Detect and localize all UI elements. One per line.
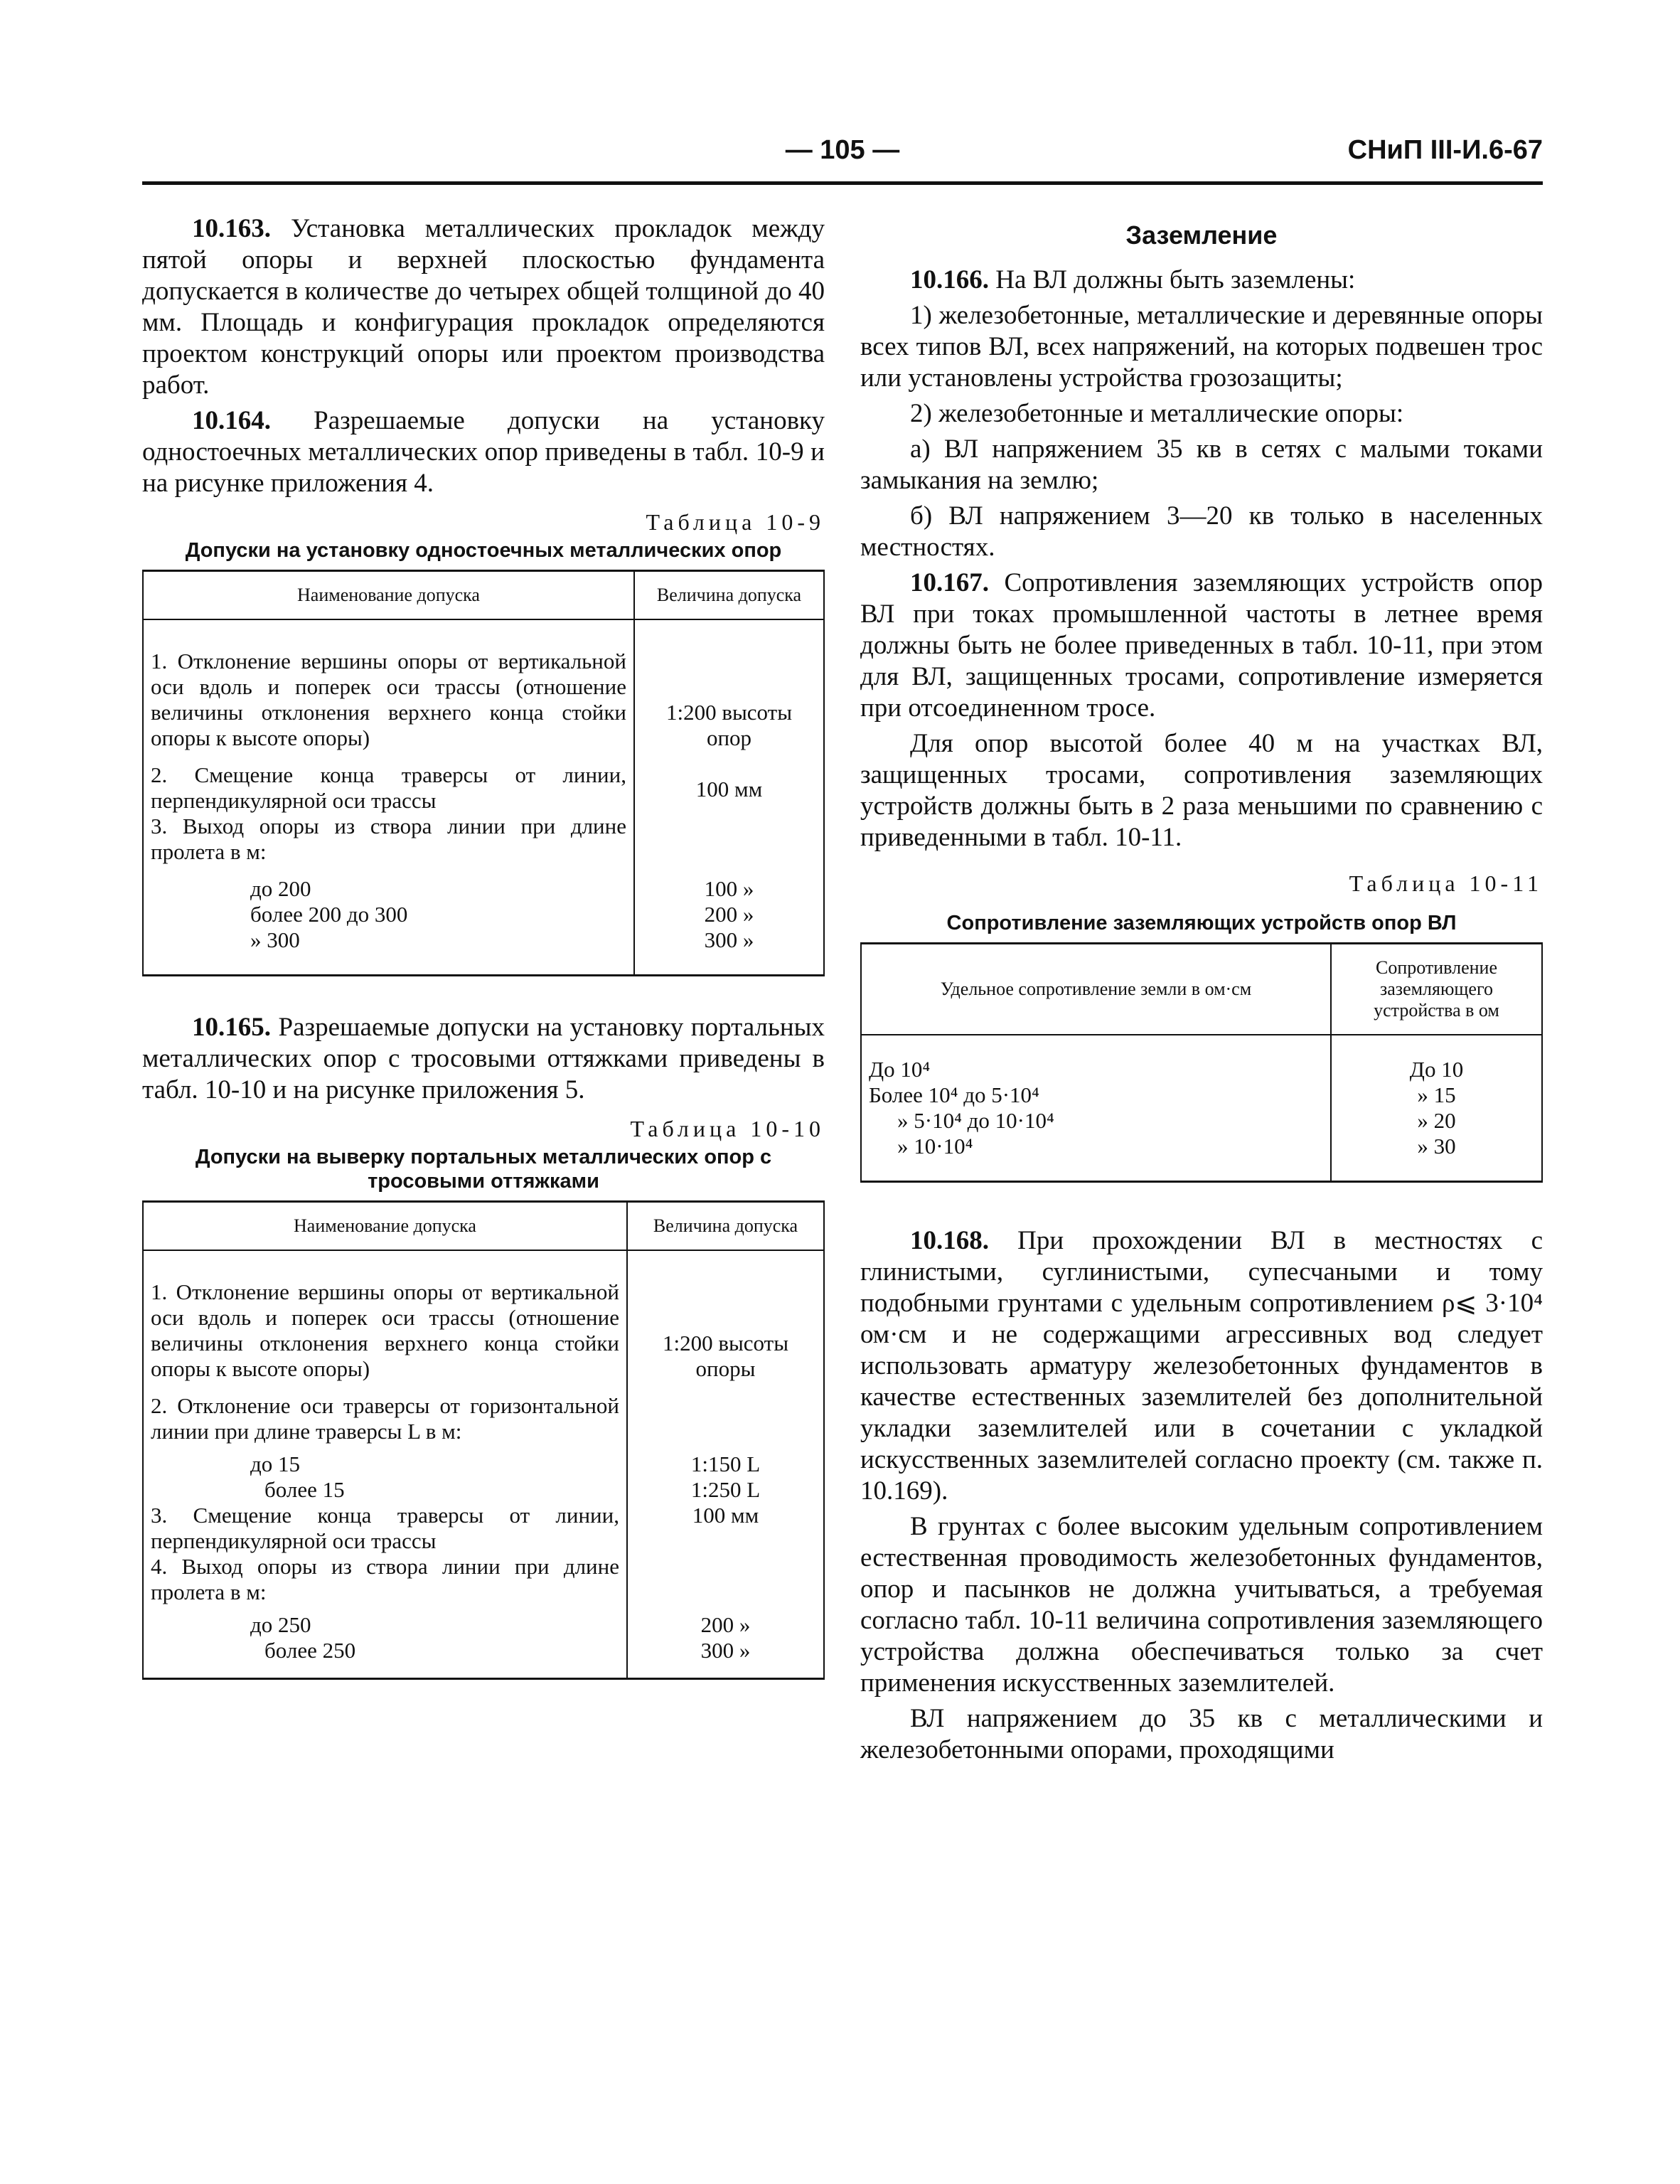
page-number: — 105 — <box>785 135 900 165</box>
column-header: Наименование допуска <box>144 1203 627 1250</box>
paragraph-10-168-continued: ВЛ напряжением до 35 кв с металлическими и железобетонными опорами, проходящими <box>860 1704 1543 1764</box>
table-row <box>144 1503 823 1554</box>
row-value: 1:200 высоты опоры <box>662 1331 789 1381</box>
table-row <box>144 1279 823 1382</box>
list-item: а) ВЛ напряжением 35 кв в сетях с малыми токами замыкания на землю; <box>860 435 1543 495</box>
clause-number: 10.166. <box>910 265 989 294</box>
paragraph-10-163 <box>142 213 825 401</box>
row-label: 2. Смещение конца траверсы от линии, перпендикулярной оси трассы <box>144 751 634 814</box>
table-row <box>144 649 823 751</box>
table-10-9 <box>142 570 825 976</box>
row-value: » 20 <box>1417 1108 1456 1133</box>
clause-number: 10.163. <box>192 214 271 243</box>
table-row <box>862 1108 1541 1134</box>
row-value: 1:200 высоты опор <box>665 700 793 750</box>
table-10-9-title: Допуски на установку одностоечных металлических опор <box>185 539 782 562</box>
table-row <box>862 1134 1541 1181</box>
row-value: До 10 <box>1409 1057 1464 1082</box>
list-item: 1) железобетонные, металлические и деревянные опоры всех типов ВЛ, всех напряжений, на которых подвешен трос или установлены устройства грозозащиты; <box>860 301 1543 393</box>
column-header: Величина допуска <box>627 1203 823 1250</box>
row-value: 100 мм <box>695 777 763 801</box>
row-label: 1. Отклонение вершины опоры от вертикальной оси вдоль и поперек оси трассы (отношение величины отклонения верхнего конца стойки опоры к высоте опоры) <box>144 649 634 751</box>
table-row <box>144 1554 823 1605</box>
table-10-9-label: Таблица 10-9 <box>646 509 825 535</box>
row-label: 3. Смещение конца траверсы от линии, перпендикулярной оси трассы <box>144 1503 627 1554</box>
row-label: До 10⁴ <box>862 1035 1331 1082</box>
clause-text: На ВЛ должны быть заземлены: <box>995 265 1356 294</box>
row-label: до 15 <box>144 1444 627 1477</box>
table-row <box>144 927 823 974</box>
row-value: 200 » <box>704 902 754 927</box>
clause-text: Установка металлических прокладок между пятой опоры и верхней плоскостью фундамента допускается в количестве до четырех общей толщиной до 40 мм. Площадь и конфигурация прокладок определяются проектом конструкций опоры или проектом производства работ. <box>142 214 825 400</box>
table-10-10-label: Таблица 10-10 <box>630 1116 825 1141</box>
row-value: » 15 <box>1417 1082 1456 1107</box>
table-row <box>144 1638 823 1678</box>
table-row <box>144 902 823 927</box>
table-row <box>144 1444 823 1477</box>
clause-number: 10.165. <box>192 1013 271 1042</box>
column-header: Сопротивление заземляющего устройства в ом <box>1331 944 1541 1035</box>
header-rule <box>142 181 1543 185</box>
table-row <box>144 1382 823 1444</box>
row-label: более 15 <box>144 1477 627 1503</box>
table-row <box>144 814 823 865</box>
table-10-11-title: Сопротивление заземляющих устройств опор ВЛ <box>946 912 1457 934</box>
table-row <box>144 1605 823 1638</box>
row-value: 1:250 L <box>690 1477 761 1502</box>
table-10-10 <box>142 1200 825 1680</box>
clause-number: 10.168. <box>910 1226 989 1255</box>
left-column <box>142 213 825 1680</box>
row-value: 200 » <box>700 1612 751 1637</box>
row-label: 1. Отклонение вершины опоры от вертикальной оси вдоль и поперек оси трассы (отношение величины отклонения верхнего конца стойки опоры к высоте опоры) <box>144 1279 627 1382</box>
clause-number: 10.164. <box>192 406 271 435</box>
paragraph-10-168 <box>860 1225 1543 1507</box>
column-header: Величина допуска <box>634 572 823 619</box>
table-row <box>144 865 823 902</box>
row-label: » 10·10⁴ <box>862 1134 1331 1181</box>
row-value: 300 » <box>704 927 754 952</box>
column-header: Наименование допуска <box>144 572 634 619</box>
row-label: до 250 <box>144 1605 627 1638</box>
clause-text: Сопротивления заземляющих устройств опор ВЛ при токах промышленной частоты в летнее время должны быть не более приведенных в табл. 10-11, при этом для ВЛ, защищенных тросами, сопротивление измеряется при отсоединенном тросе. <box>860 568 1543 723</box>
table-row <box>862 1082 1541 1108</box>
table-row <box>144 751 823 814</box>
table-10-10-title: Допуски на выверку портальных металлических опор с тросовыми оттяжками <box>195 1146 772 1193</box>
list-item: 2) железобетонные и металлические опоры: <box>910 399 1404 428</box>
row-label: Более 10⁴ до 5·10⁴ <box>862 1082 1331 1108</box>
paragraph-10-165 <box>142 1012 825 1106</box>
column-header: Удельное сопротивление земли в ом·см <box>862 944 1331 1035</box>
paragraph-10-168-continued: В грунтах с более высоким удельным сопротивлением естественная проводимость железобетонных фундаментов, опор и пасынков не должна учитываться, а требуемая согласно табл. 10-11 величина сопротивления заземляющего устройства должна обеспечиваться только за счет применения искусственных заземлителей. <box>860 1512 1543 1698</box>
table-10-11 <box>860 942 1543 1183</box>
row-label: более 200 до 300 <box>144 902 634 927</box>
row-label: более 250 <box>144 1638 627 1678</box>
document-code: СНиП III-И.6-67 <box>1347 135 1543 165</box>
row-value: 1:150 L <box>690 1451 761 1476</box>
table-10-11-label: Таблица 10-11 <box>1349 870 1543 896</box>
section-heading: Заземление <box>1125 220 1278 250</box>
row-value: » 30 <box>1417 1134 1456 1158</box>
row-value: 100 мм <box>692 1503 759 1528</box>
paragraph-10-166 <box>860 265 1543 296</box>
row-label: 4. Выход опоры из створа линии при длине пролета в м: <box>144 1554 627 1605</box>
list-item: б) ВЛ напряжением 3—20 кв только в населенных местностях. <box>860 501 1543 562</box>
paragraph-10-167 <box>860 568 1543 724</box>
table-row <box>862 1035 1541 1082</box>
clause-text: Разрешаемые допуски на установку портальных металлических опор с тросовыми оттяжками приведены в табл. 10-10 и на рисунке приложения 5. <box>142 1013 825 1104</box>
page-header <box>142 135 1543 178</box>
row-value: 300 » <box>700 1638 751 1663</box>
row-label: 3. Выход опоры из створа линии при длине пролета в м: <box>144 814 634 865</box>
clause-number: 10.167. <box>910 568 989 597</box>
paragraph-10-167-continued: Для опор высотой более 40 м на участках ВЛ, защищенных тросами, сопротивления заземляющих устройств должны быть в 2 раза меньшими по сравнению с приведенными в табл. 10-11. <box>860 729 1543 852</box>
row-label: » 300 <box>144 927 634 974</box>
paragraph-10-164 <box>142 405 825 499</box>
right-column <box>860 213 1543 1770</box>
row-value: 100 » <box>704 876 754 901</box>
row-label: до 200 <box>144 865 634 902</box>
clause-text: Разрешаемые допуски на установку одностоечных металлических опор приведены в табл. 10-9 и на рисунке приложения 4. <box>142 406 825 498</box>
clause-text: При прохождении ВЛ в местностях с глинистыми, суглинистыми, супесчаными и тому подобными грунтами с удельным сопротивлением ρ⩽ 3·10⁴ ом·см и не содержащими агрессивных вод следует использовать арматуру железобетонных фундаментов в качестве естественных заземлителей без дополнительной укладки заземлителей или в сочетании с укладкой искусственных заземлителей согласно проекту (см. также п. 10.169). <box>860 1226 1543 1506</box>
table-row <box>144 1477 823 1503</box>
row-label: 2. Отклонение оси траверсы от горизонтальной линии при длине траверсы L в м: <box>144 1382 627 1444</box>
row-label: » 5·10⁴ до 10·10⁴ <box>862 1108 1331 1134</box>
